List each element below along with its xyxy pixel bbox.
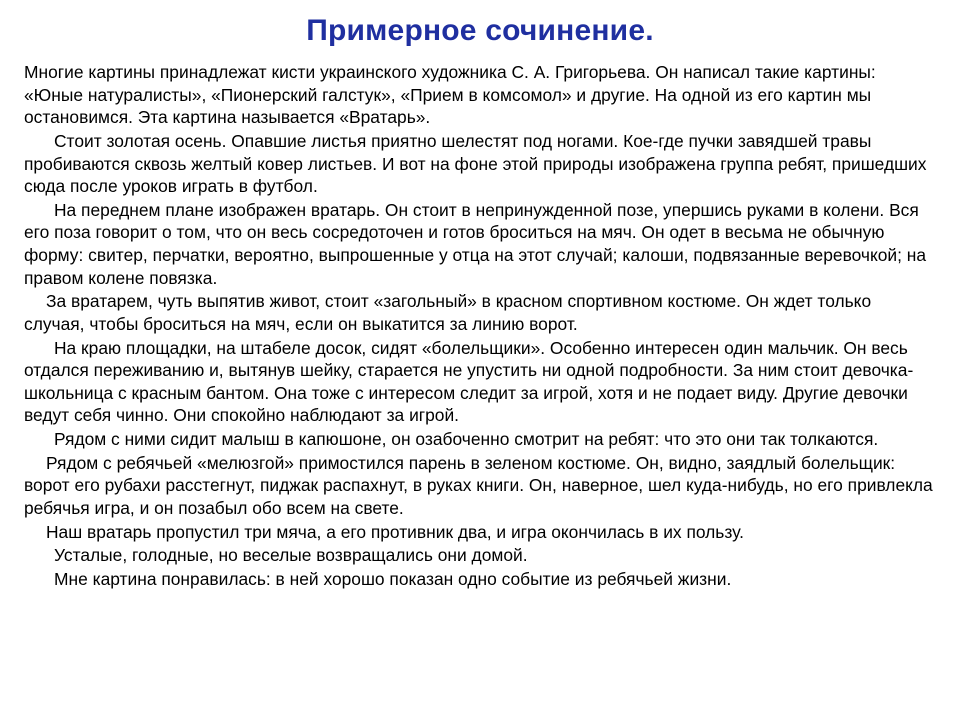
paragraph: Стоит золотая осень. Опавшие листья приятно шелестят под ногами. Кое-где пучки завядшей травы пробиваются сквозь желтый ковер листьев. И вот на фоне этой природы изображена группа ребят, пришедших сюда после уроков играть в футбол. [24, 130, 927, 197]
paragraph: Мне картина понравилась: в ней хорошо показан одно событие из ребячьей жизни. [54, 568, 732, 589]
paragraph: Многие картины принадлежат кисти украинского художника С. А. Григорьева. Он написал такие картины: «Юные натуралисты», «Пионерский галстук», «Прием в комсомол» и другие. На одной из его картин мы остановимся. Эта картина называется «Вратарь». [24, 62, 876, 128]
paragraph: На переднем плане изображен вратарь. Он стоит в непринужденной позе, упершись руками в колени. Вся его поза говорит о том, что он весь сосредоточен и готов броситься на мяч. Он одет в весьма не обычную форму: свитер, перчатки, вероятно, выпрошенные у отца на этот случай; калоши, подвязанные веревочкой; на правом колене повязка. [24, 199, 927, 288]
paragraph: На краю площадки, на штабеле досок, сидят «болельщики». Особенно интересен один мальчик. Он весь отдался переживанию и, вытянув шейку, старается не упустить ни одной подробности. За ним стоит девочка-школьница с красным бантом. Она тоже с интересом следит за игрой, хотя и не подает виду. Другие девочки ведут себя чинно. Они спокойно наблюдают за игрой. [24, 337, 914, 426]
paragraph: За вратарем, чуть выпятив живот, стоит «загольный» в красном спортивном костюме. Он ждет только случая, чтобы броситься на мяч, если он выкатится за линию ворот. [24, 291, 872, 334]
document-body [24, 61, 936, 590]
paragraph: Рядом с ними сидит малыш в капюшоне, он озабоченно смотрит на ребят: что это они так толкаются. [54, 429, 879, 449]
paragraph: Наш вратарь пропустил три мяча, а его противник два, и игра окончилась в их пользу. [46, 521, 744, 542]
paragraph: Усталые, голодные, но веселые возвращались они домой. [54, 545, 528, 566]
paragraph: Рядом с ребячьей «мелюзгой» примостился парень в зеленом костюме. Он, видно, заядлый болельщик: ворот его рубахи расстегнут, пиджак распахнут, в руках книги. Он, наверное, шел куда-нибудь, но его привлекла ребячья игра, и он позабыл обо всем на свете. [24, 452, 933, 518]
page-title: Примерное сочинение. [306, 14, 654, 47]
